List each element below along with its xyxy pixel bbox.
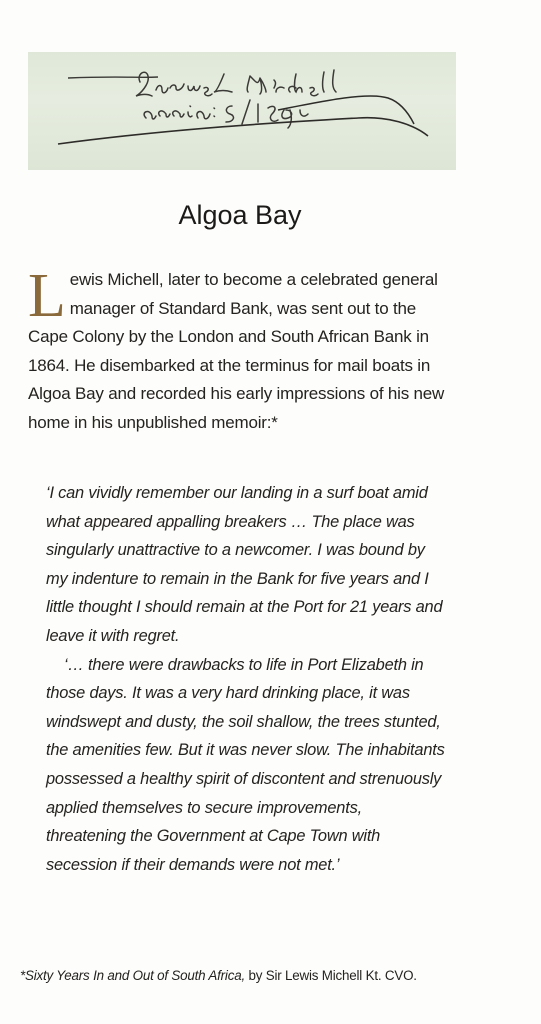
footnote-book-title: *Sixty Years In and Out of South Africa,	[20, 968, 245, 983]
signature-image	[28, 52, 456, 170]
drop-cap: L	[28, 262, 66, 330]
quote-paragraph-2: ‘… there were drawbacks to life in Port Elizabeth in those days. It was a very hard drinking place, it was windswept and dusty, the soil shallow, the trees stunted, the amenities few. But it was never slow. The inhabitants possessed a healthy spirit of discontent and strenuously applied themselves to secure improvements, threatening the Government at Cape Town with secession if their demands were not met.’	[46, 655, 445, 874]
memoir-quote	[46, 479, 446, 879]
footnote	[20, 966, 490, 986]
footnote-attribution: by Sir Lewis Michell Kt. CVO.	[244, 968, 417, 983]
intro-paragraph	[28, 262, 458, 438]
page-title: Algoa Bay	[178, 200, 302, 230]
handwritten-signature	[28, 52, 456, 170]
intro-text: ewis Michell, later to become a celebrated general manager of Standard Bank, was sent out to the Cape Colony by the London and South African Bank in 1864. He disembarked at the terminus for mail boats in Algoa Bay and recorded his early impressions of his new home in his unpublished memoir:*	[28, 270, 445, 432]
quote-paragraph-1: ‘I can vividly remember our landing in a surf boat amid what appeared appalling breakers … The place was singularly unattractive to a newcomer. I was bound by my indenture to remain in the Bank for five years and I little thought I should remain at the Port for 21 years and leave it with regret.	[46, 484, 443, 645]
